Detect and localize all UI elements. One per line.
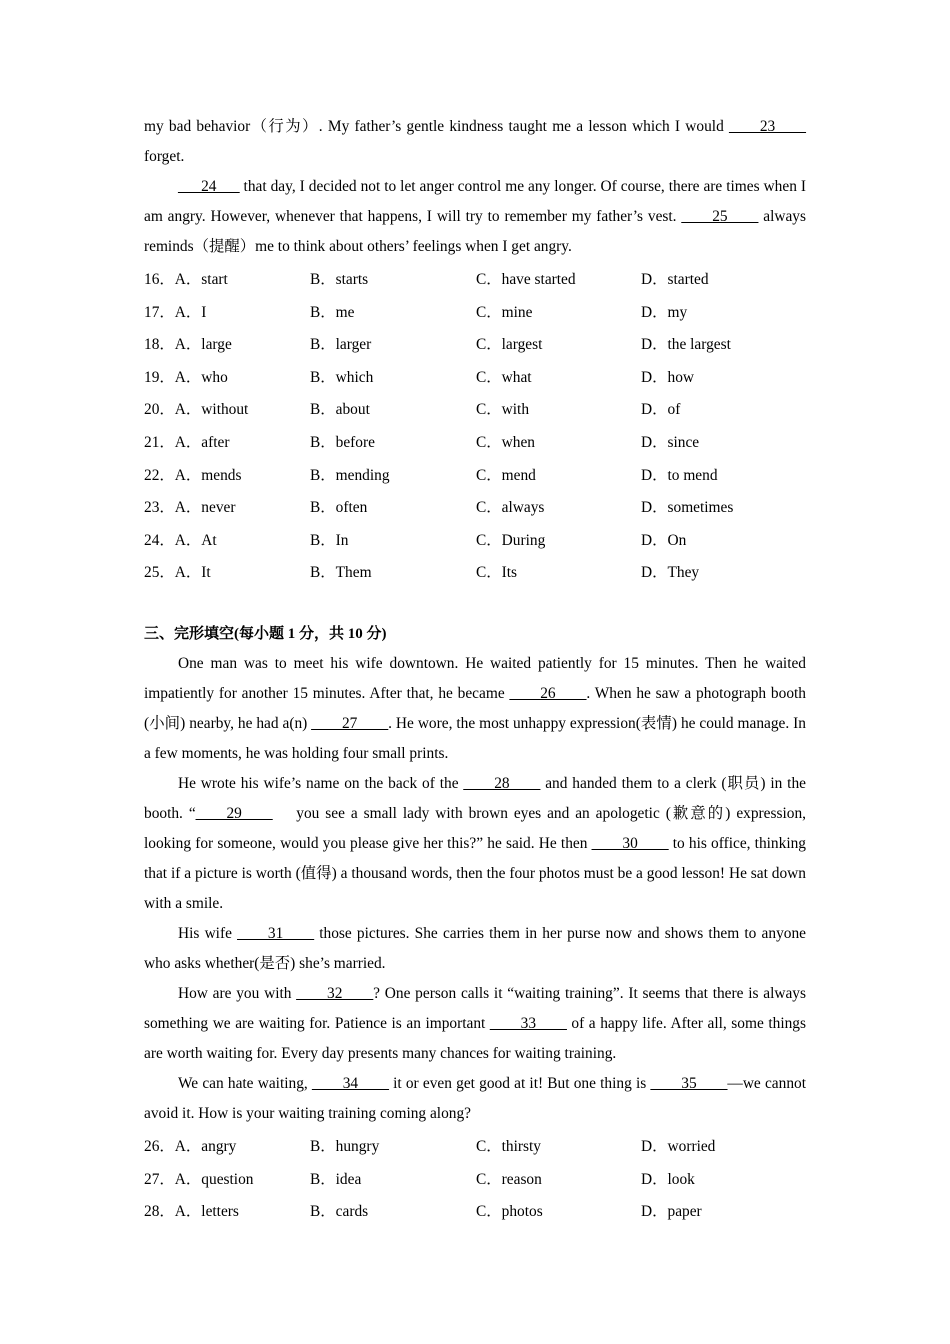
option-b: B．which [310, 368, 374, 386]
blank-24: ___24___ [178, 178, 240, 195]
option-d: D．my [641, 303, 688, 321]
option-c: C．thirsty [476, 1137, 541, 1155]
question-number: 20． [144, 401, 175, 419]
question-row [144, 394, 806, 427]
paragraph-text: you see a small lady with brown eyes and an apologetic (歉意的) expression, looking for someone, would you please give her this?” he said. He then [144, 804, 810, 852]
option-b: B．about [310, 401, 370, 419]
passage-paragraph [144, 172, 806, 262]
question-number: 23． [144, 499, 175, 517]
question-number: 22． [144, 466, 175, 484]
option-a: A．letters [174, 1203, 239, 1221]
option-c: C．Its [476, 564, 518, 582]
blank-33: ____33____ [489, 1014, 567, 1032]
question-number-and-option-a [144, 264, 228, 297]
blank-32: ____32____ [296, 984, 374, 1002]
option-d: D．to mend [641, 466, 718, 484]
question-row [144, 362, 806, 395]
option-c: C．During [476, 531, 546, 549]
option-b: B．hungry [310, 1137, 380, 1155]
question-options-26-28 [144, 1131, 806, 1229]
option-d: D．since [641, 433, 700, 451]
paragraph-text: forget. [144, 148, 185, 165]
question-number-and-option-a [144, 1196, 239, 1229]
blank-35: ____35____ [650, 1074, 728, 1092]
option-b: B．mending [310, 466, 390, 484]
blank-26: ____26____ [509, 684, 587, 702]
option-a: A．mends [174, 466, 242, 484]
option-b: B．me [310, 303, 355, 321]
paragraph-text: of a happy life. After all, some things are worth waiting for. Every day presents many chances for waiting training. [144, 1014, 806, 1062]
question-row [144, 264, 806, 297]
option-c: C．mend [476, 466, 536, 484]
passage-paragraph [144, 649, 806, 769]
option-a: A．I [174, 303, 207, 321]
passage-paragraph [144, 1069, 806, 1129]
question-number-and-option-a [144, 557, 211, 590]
paragraph-text: . He wore, the most unhappy expression(表情) he could manage. In a few moments, he was holding four small prints. [144, 714, 806, 762]
option-a: A．It [174, 564, 211, 582]
blank-23: ____23____ [729, 118, 806, 135]
blank-30: ____30____ [591, 834, 669, 852]
option-d: D．sometimes [641, 499, 734, 517]
option-b: B．starts [310, 271, 369, 288]
paragraph-text: my bad behavior（行为）. My father’s gentle kindness taught me a lesson which I would [144, 118, 730, 135]
question-number: 18． [144, 336, 175, 354]
option-d: D．On [641, 531, 687, 549]
question-number-and-option-a [144, 492, 235, 525]
option-a: A．angry [174, 1137, 237, 1155]
option-b: B．Them [310, 564, 372, 582]
option-a: A．without [174, 401, 249, 419]
question-number: 16． [144, 271, 175, 288]
question-row [144, 1164, 806, 1197]
option-d: D．look [641, 1170, 695, 1188]
question-options-16-25 [144, 264, 806, 590]
option-b: B．often [310, 499, 368, 517]
option-c: C．what [476, 368, 532, 386]
paragraph-text: and handed them to a clerk (职员) in the booth. “ [144, 774, 806, 822]
option-a: A．who [174, 368, 228, 386]
question-number-and-option-a [144, 427, 230, 460]
question-row [144, 1196, 806, 1229]
passage-paragraph [144, 979, 806, 1069]
paragraph-text: . When he saw a photograph booth (小间) nearby, he had a(n) [144, 684, 806, 732]
question-number: 27． [144, 1170, 175, 1188]
option-a: A．start [174, 271, 228, 288]
option-c: C．largest [476, 336, 543, 354]
question-number-and-option-a [144, 329, 232, 362]
option-d: D．of [641, 401, 681, 419]
blank-28: ____28____ [463, 774, 541, 792]
paragraph-text: to his office, thinking that if a picture is worth (值得) a thousand words, then the four photos must be a good lesson! He sat down with a smile. [144, 834, 806, 912]
option-d: D．paper [641, 1203, 702, 1221]
question-number-and-option-a [144, 1131, 236, 1164]
blank-27: ____27____ [311, 714, 389, 732]
paragraph-text: —we cannot avoid it. How is your waiting training coming along? [144, 1074, 806, 1122]
option-d: D．how [641, 368, 695, 386]
paragraph-text: His wife [178, 924, 238, 942]
option-c: C．when [476, 433, 535, 451]
question-row [144, 460, 806, 493]
question-number: 17． [144, 303, 175, 321]
question-row [144, 427, 806, 460]
paragraph-text: that day, I decided not to let anger control me any longer. Of course, there are times when I am angry. However, whenever that happens, I will try to remember my father’s vest. [144, 178, 806, 225]
paragraph-text: We can hate waiting, [178, 1074, 312, 1092]
option-c: C．mine [476, 303, 533, 321]
question-number-and-option-a [144, 460, 242, 493]
paragraph-text: ? One person calls it “waiting training”. It seems that there is always something we are waiting for. Patience is an important [144, 984, 806, 1032]
option-a: A．large [174, 336, 232, 354]
blank-34: ____34____ [311, 1074, 389, 1092]
option-c: C．have started [476, 271, 576, 288]
question-number: 19． [144, 368, 175, 386]
question-number: 25． [144, 564, 175, 582]
question-row [144, 1131, 806, 1164]
question-number: 28． [144, 1203, 175, 1221]
paragraph-text: One man was to meet his wife downtown. He waited patiently for 15 minutes. Then he waited impatiently for another 15 minutes. After that, he became [144, 654, 806, 702]
option-b: B．before [310, 433, 375, 451]
option-c: C．always [476, 499, 545, 517]
question-number: 21． [144, 433, 175, 451]
option-c: C．reason [476, 1170, 542, 1188]
option-b: B．larger [310, 336, 372, 354]
question-number-and-option-a [144, 1164, 253, 1197]
question-number-and-option-a [144, 297, 206, 330]
option-b: B．In [310, 531, 349, 549]
option-b: B．cards [310, 1203, 369, 1221]
option-a: A．At [174, 531, 217, 549]
question-row [144, 525, 806, 558]
question-row [144, 492, 806, 525]
option-b: B．idea [310, 1170, 362, 1188]
option-c: C．with [476, 401, 530, 419]
page-content [144, 112, 810, 1231]
option-a: A．never [174, 499, 236, 517]
paragraph-text: always reminds（提醒）me to think about others’ feelings when I get angry. [144, 208, 806, 255]
option-d: D．They [641, 564, 700, 582]
option-a: A．after [174, 433, 230, 451]
option-d: D．the largest [641, 336, 731, 354]
paragraph-text: How are you with [178, 984, 297, 1002]
paragraph-text: He wrote his wife’s name on the back of the [178, 774, 464, 792]
paragraph-text: it or even get good at it! But one thing is [388, 1074, 651, 1092]
passage-paragraph [144, 919, 806, 979]
blank-25: ____25____ [681, 208, 759, 225]
paragraph-text: those pictures. She carries them in her purse now and shows them to anyone who asks whether(是否) she’s married. [144, 924, 806, 972]
question-row [144, 297, 806, 330]
option-c: C．photos [476, 1203, 543, 1221]
option-d: D．started [641, 271, 709, 288]
passage-paragraph [144, 112, 806, 172]
question-number-and-option-a [144, 525, 217, 558]
blank-29: ____29____ [195, 804, 273, 822]
blank-31: ____31____ [237, 924, 315, 942]
question-number: 26． [144, 1137, 175, 1155]
question-number: 24． [144, 531, 175, 549]
passage-paragraph [144, 769, 810, 919]
question-row [144, 329, 806, 362]
question-row [144, 557, 806, 590]
section-heading: 三、完形填空(每小题 1 分，共 10 分) [144, 625, 387, 642]
option-d: D．worried [641, 1137, 716, 1155]
question-number-and-option-a [144, 362, 228, 395]
option-a: A．question [174, 1170, 254, 1188]
question-number-and-option-a [144, 394, 248, 427]
